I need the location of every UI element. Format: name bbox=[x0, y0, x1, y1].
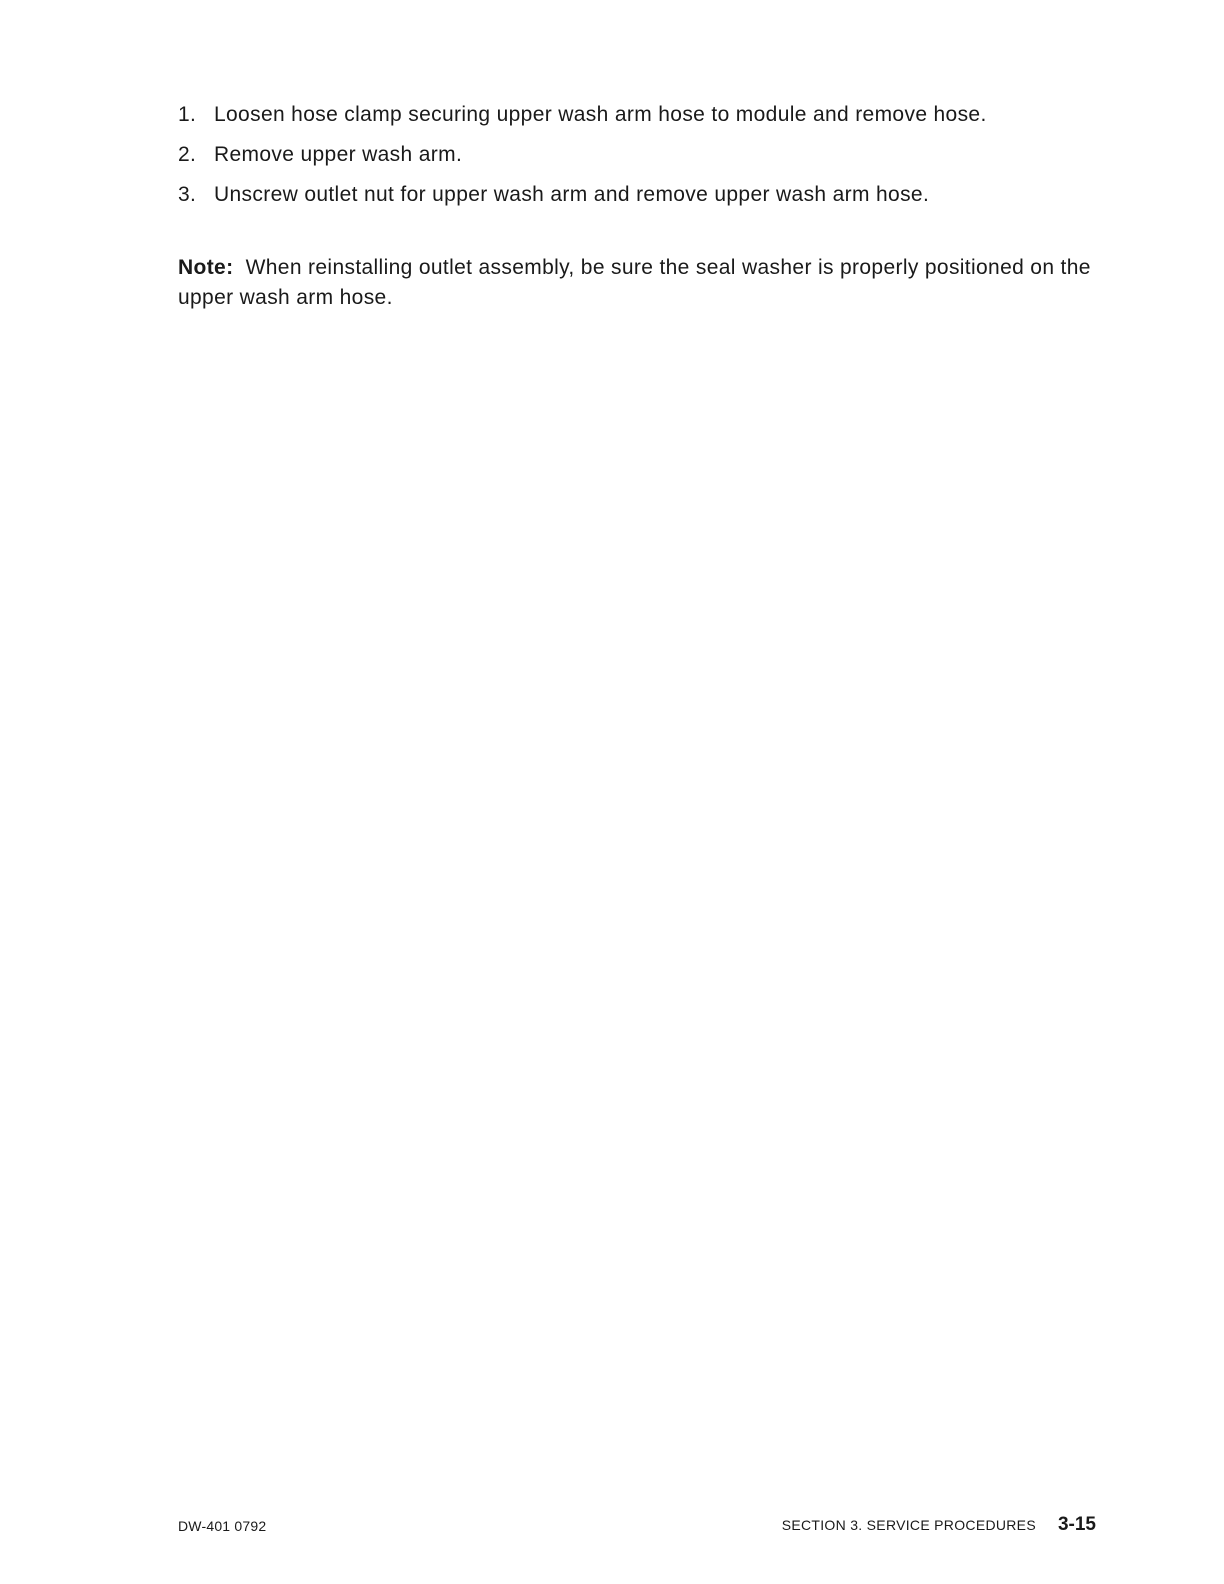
step-number: 3. bbox=[178, 183, 197, 206]
step-item bbox=[178, 100, 1118, 130]
document-id: DW-401 0792 bbox=[178, 1518, 267, 1534]
procedure-steps bbox=[178, 100, 1118, 220]
step-text: Remove upper wash arm. bbox=[214, 143, 463, 166]
page-footer bbox=[782, 1514, 1096, 1536]
note-text: When reinstalling outlet assembly, be sure the seal washer is properly positioned on the upper wash arm hose. bbox=[178, 256, 1091, 309]
step-number: 1. bbox=[178, 103, 197, 126]
step-text: Loosen hose clamp securing upper wash arm hose to module and remove hose. bbox=[214, 103, 987, 126]
step-item bbox=[178, 140, 1118, 170]
step-text: Unscrew outlet nut for upper wash arm and remove upper wash arm hose. bbox=[214, 183, 930, 206]
step-number: 2. bbox=[178, 143, 197, 166]
step-item bbox=[178, 180, 1118, 210]
note-paragraph bbox=[178, 253, 1098, 313]
page-number: 3-15 bbox=[1057, 1514, 1096, 1535]
section-title: SECTION 3. SERVICE PROCEDURES bbox=[781, 1517, 1036, 1533]
note-label: Note: bbox=[178, 256, 234, 279]
